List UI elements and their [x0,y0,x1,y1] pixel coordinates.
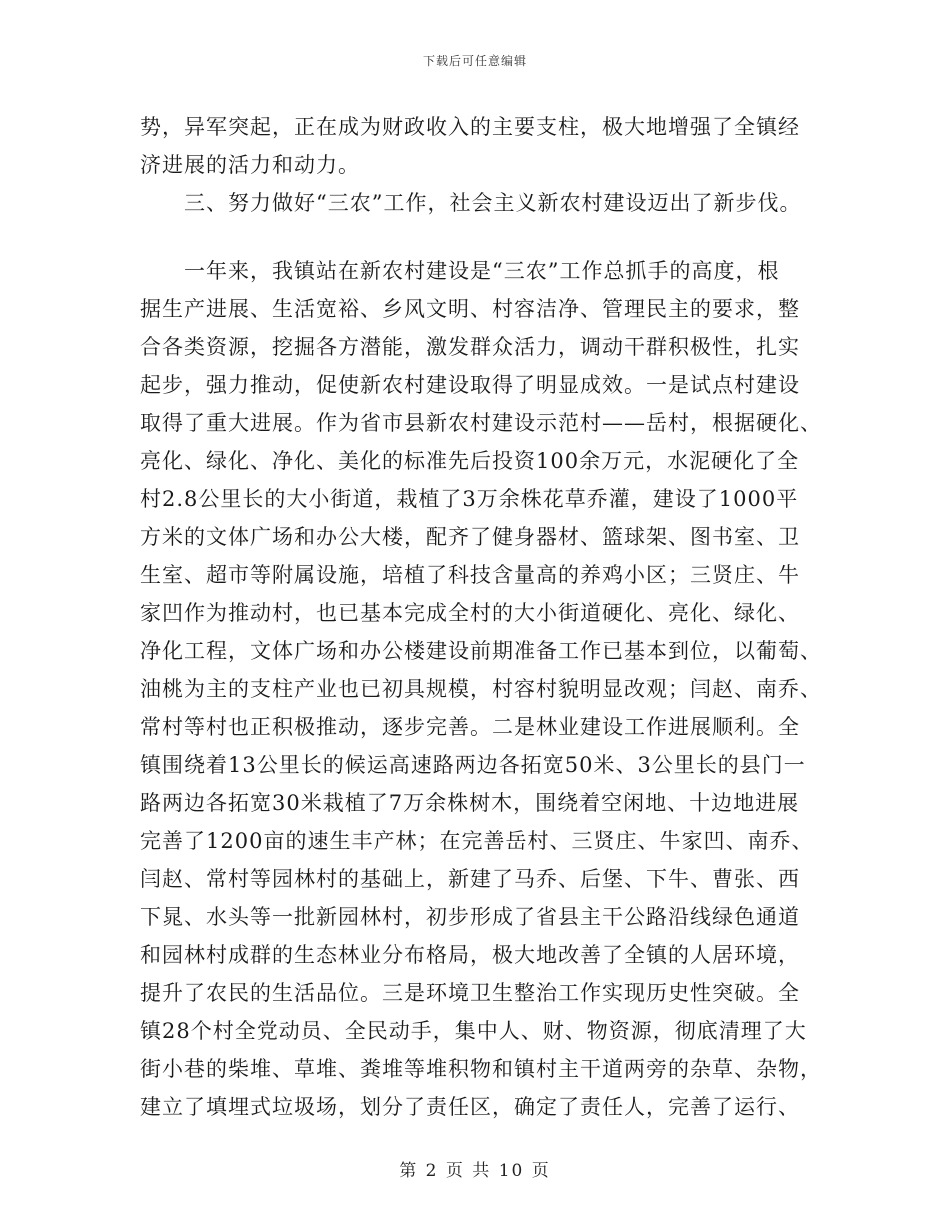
text-line: 家凹作为推动村，也已基本完成全村的大小街道硬化、亮化、绿化、 [140,601,800,625]
text-line: 生室、超市等附属设施，培植了科技含量高的养鸡小区；三贤庄、牛 [140,563,800,587]
page-header: 下载后可任意编辑 [422,54,527,68]
text-line: 闫赵、常村等园林村的基础上，新建了马乔、后堡、下牛、曹张、西 [140,867,800,891]
text-line: 起步，强力推动，促使新农村建设取得了明显成效。一是试点村建设 [140,373,800,397]
section-heading: 三、努力做好“三农”工作，社会主义新农村建设迈出了新步伐。 [184,191,802,215]
text-line: 取得了重大进展。作为省市县新农村建设示范村——岳村，根据硬化、 [140,411,822,435]
text-line: 村2.8公里长的大小街道，栽植了3万余株花草乔灌，建设了1000平 [140,487,799,511]
text-line: 净化工程，文体广场和办公楼建设前期准备工作已基本到位，以葡萄、 [140,639,822,663]
text-line: 济进展的活力和动力。 [140,153,360,177]
text-line: 下晁、水头等一批新园林村，初步形成了省县主干公路沿线绿色通道 [140,905,800,929]
text-line: 亮化、绿化、净化、美化的标准先后投资100余万元，水泥硬化了全 [140,449,800,473]
text-line: 完善了1200亩的速生丰产林；在完善岳村、三贤庄、牛家凹、南乔、 [140,829,814,853]
text-line: 常村等村也正积极推动，逐步完善。二是林业建设工作进展顺利。全 [140,715,800,739]
text-line: 路两边各拓宽30米栽植了7万余株树木，围绕着空闲地、十边地进展 [140,791,800,815]
text-line: 提升了农民的生活品位。三是环境卫生整治工作实现历史性突破。全 [140,981,800,1005]
text-line: 镇围绕着13公里长的候运高速路两边各拓宽50米、3公里长的县门一 [140,753,806,777]
document-body [140,108,822,1126]
text-line: 油桃为主的支柱产业也已初具规模，村容村貌明显改观；闫赵、南乔、 [140,677,822,701]
paragraph-gap [140,222,816,252]
page-footer: 第 2 页 共 10 页 [399,1161,551,1181]
text-line: 据生产进展、生活宽裕、乡风文明、村容洁净、管理民主的要求，整 [140,297,800,321]
text-line: 街小巷的柴堆、草堆、粪堆等堆积物和镇村主干道两旁的杂草、杂物， [140,1057,822,1081]
text-line: 合各类资源，挖掘各方潜能，激发群众活力，调动干群积极性，扎实 [140,335,800,359]
text-line: 方米的文体广场和办公大楼，配齐了健身器材、篮球架、图书室、卫 [140,525,800,549]
text-line: 势，异军突起，正在成为财政收入的主要支柱，极大地增强了全镇经 [140,115,800,139]
text-line: 和园林村成群的生态林业分布格局，极大地改善了全镇的人居环境， [140,943,800,967]
text-line: 一年来，我镇站在新农村建设是“三农”工作总抓手的高度，根 [184,259,780,283]
text-line: 镇28个村全党动员、全民动手，集中人、财、物资源，彻底清理了大 [140,1019,807,1043]
text-line: 建立了填埋式垃圾场，划分了责任区，确定了责任人，完善了运行、 [140,1095,800,1119]
